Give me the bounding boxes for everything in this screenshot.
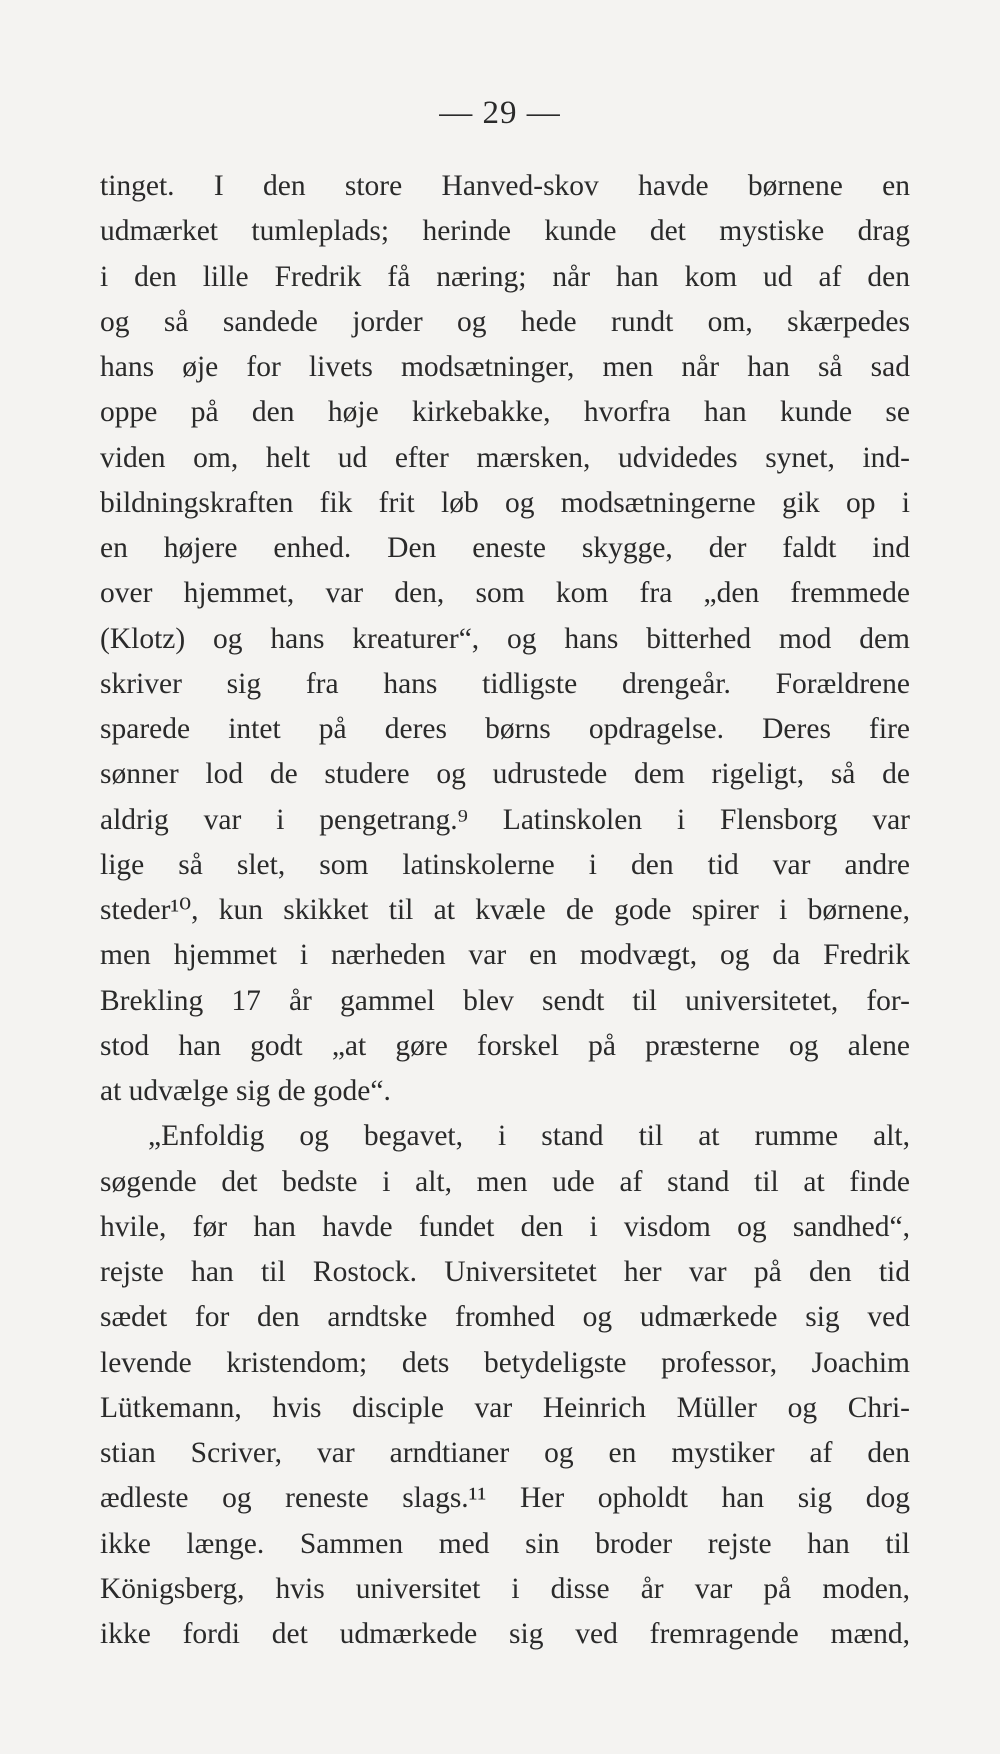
text-line: Brekling 17 år gammel blev sendt til universitetet, for- bbox=[100, 984, 910, 1017]
text-line-paragraph-end: at udvælge sig de gode“. bbox=[100, 1075, 391, 1107]
text-line: søgende det bedste i alt, men ude af stand til at finde bbox=[100, 1165, 910, 1198]
text-line: rejste han til Rostock. Universitetet her var på den tid bbox=[100, 1256, 910, 1288]
text-line: stian Scriver, var arndtianer og en mystiker af den bbox=[100, 1437, 910, 1469]
text-line: Königsberg, hvis universitet i disse år var på moden, bbox=[100, 1572, 910, 1605]
text-line: Lütkemann, hvis disciple var Heinrich Müller og Chri- bbox=[100, 1391, 910, 1424]
text-line: ikke længe. Sammen med sin broder rejste han til bbox=[100, 1527, 910, 1560]
text-line: viden om, helt ud efter mærsken, udvidedes synet, ind- bbox=[100, 441, 910, 474]
text-line: skriver sig fra hans tidligste drengeår. Forældrene bbox=[100, 667, 910, 700]
text-line-paragraph-start: „Enfoldig og begavet, i stand til at rumme alt, bbox=[148, 1120, 910, 1153]
text-line: (Klotz) og hans kreaturer“, og hans bitterhed mod dem bbox=[100, 622, 910, 655]
text-line: hans øje for livets modsætninger, men når han så sad bbox=[100, 351, 910, 383]
page-number: — 29 — bbox=[439, 95, 561, 131]
text-line: sædet for den arndtske fromhed og udmærkede sig ved bbox=[100, 1301, 910, 1334]
text-line: stod han godt „at gøre forskel på præsterne og alene bbox=[100, 1029, 910, 1062]
text-line: levende kristendom; dets betydeligste professor, Joachim bbox=[100, 1346, 910, 1379]
text-line: sønner lod de studere og udrustede dem rigeligt, så de bbox=[100, 758, 910, 791]
text-line: hvile, før han havde fundet den i visdom og sandhed“, bbox=[100, 1210, 910, 1243]
text-line: over hjemmet, var den, som kom fra „den fremmede bbox=[100, 577, 910, 610]
text-line: ædleste og reneste slags.¹¹ Her opholdt han sig dog bbox=[100, 1482, 910, 1515]
text-line: ikke fordi det udmærkede sig ved fremragende mænd, bbox=[100, 1618, 910, 1650]
text-line: en højere enhed. Den eneste skygge, der faldt ind bbox=[100, 532, 910, 564]
text-line: i den lille Fredrik få næring; når han kom ud af den bbox=[100, 260, 910, 293]
text-line: steder¹⁰, kun skikket til at kvæle de gode spirer i børnene, bbox=[100, 894, 910, 926]
text-line: oppe på den høje kirkebakke, hvorfra han kunde se bbox=[100, 396, 910, 429]
text-line: lige så slet, som latinskolerne i den tid var andre bbox=[100, 848, 910, 881]
text-line: tinget. I den store Hanved-skov havde børnene en bbox=[100, 170, 910, 202]
text-line: bildningskraften fik frit løb og modsætningerne gik op i bbox=[100, 486, 910, 519]
body-text bbox=[100, 164, 910, 1657]
text-line: og så sandede jorder og hede rundt om, skærpedes bbox=[100, 305, 910, 338]
text-line: sparede intet på deres børns opdragelse. Deres fire bbox=[100, 713, 910, 745]
text-line: udmærket tumleplads; herinde kunde det mystiske drag bbox=[100, 215, 910, 248]
text-line: men hjemmet i nærheden var en modvægt, og da Fredrik bbox=[100, 939, 910, 972]
text-line: aldrig var i pengetrang.⁹ Latinskolen i Flensborg var bbox=[100, 803, 910, 836]
